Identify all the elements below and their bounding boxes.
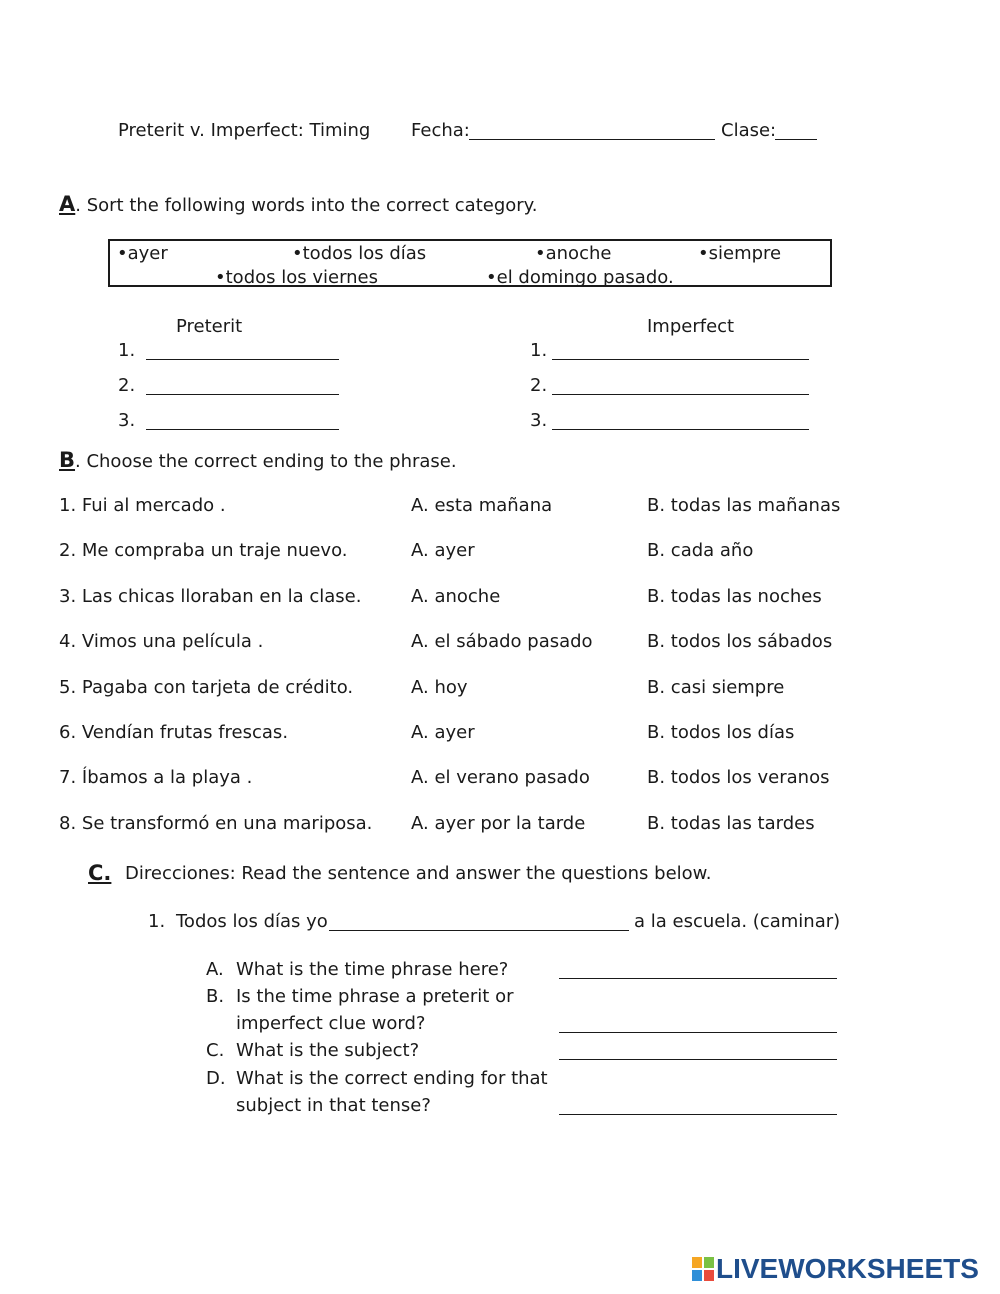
- word-bank-item: •todos los viernes: [215, 267, 379, 288]
- section-a-heading: [59, 194, 538, 215]
- phrase-text: 1. Fui al mercado .: [59, 495, 226, 516]
- section-b-heading: [59, 450, 457, 471]
- option-b[interactable]: B. todas las tardes: [647, 813, 815, 834]
- option-a[interactable]: A. ayer por la tarde: [411, 813, 586, 834]
- option-a[interactable]: A. el verano pasado: [411, 767, 590, 788]
- option-a[interactable]: A. esta mañana: [411, 495, 553, 516]
- section-a-letter: A: [59, 192, 76, 216]
- option-b[interactable]: B. todos los veranos: [647, 767, 830, 788]
- imperfect-heading: Imperfect: [647, 316, 735, 337]
- liveworksheets-logo-icon: [692, 1257, 714, 1281]
- option-b[interactable]: B. todas las mañanas: [647, 495, 841, 516]
- preterit-answer-line[interactable]: [146, 342, 339, 360]
- phrase-text: 7. Íbamos a la playa .: [59, 767, 253, 788]
- question-text: imperfect clue word?: [236, 1013, 426, 1034]
- question-letter: D.: [206, 1068, 226, 1089]
- option-b[interactable]: B. todas las noches: [647, 586, 822, 607]
- imperfect-answer-line[interactable]: [552, 377, 809, 395]
- option-b[interactable]: B. casi siempre: [647, 677, 785, 698]
- preterit-number: 3.: [118, 410, 136, 431]
- word-bank-item: •todos los días: [292, 243, 427, 264]
- option-a[interactable]: A. ayer: [411, 722, 475, 743]
- phrase-text: 2. Me compraba un traje nuevo.: [59, 540, 348, 561]
- preterit-number: 2.: [118, 375, 136, 396]
- question-text: Is the time phrase a preterit or: [236, 986, 514, 1007]
- phrase-text: 4. Vimos una película .: [59, 631, 264, 652]
- imperfect-answer-line[interactable]: [552, 412, 809, 430]
- clase-field[interactable]: [775, 122, 817, 140]
- word-bank-item: •anoche: [535, 243, 612, 264]
- question-text: What is the subject?: [236, 1040, 420, 1061]
- preterit-answer-line[interactable]: [146, 377, 339, 395]
- clase-label: Clase:: [721, 120, 777, 141]
- worksheet-title: Preterit v. Imperfect: Timing: [118, 120, 371, 141]
- word-bank-item: •siempre: [698, 243, 782, 264]
- phrase-text: 6. Vendían frutas frescas.: [59, 722, 289, 743]
- option-a[interactable]: A. el sábado pasado: [411, 631, 593, 652]
- section-c-instruction: Direcciones: Read the sentence and answer the questions below.: [125, 863, 712, 884]
- imperfect-number: 2.: [530, 375, 548, 396]
- answer-line-d[interactable]: [559, 1097, 837, 1115]
- sentence-end: a la escuela. (caminar): [634, 911, 841, 932]
- section-a-instruction: . Sort the following words into the correct category.: [75, 195, 538, 216]
- answer-line-a[interactable]: [559, 961, 837, 979]
- section-c-letter: C.: [88, 861, 112, 885]
- sentence-number: 1.: [148, 911, 166, 932]
- option-b[interactable]: B. todos los días: [647, 722, 795, 743]
- option-b[interactable]: B. cada año: [647, 540, 754, 561]
- sentence-blank[interactable]: [329, 913, 629, 931]
- section-b-instruction: . Choose the correct ending to the phrase.: [75, 451, 457, 472]
- question-letter: B.: [206, 986, 225, 1007]
- question-text: What is the time phrase here?: [236, 959, 509, 980]
- liveworksheets-logo-text: LIVEWORKSHEETS: [716, 1253, 979, 1284]
- question-text: subject in that tense?: [236, 1095, 431, 1116]
- question-letter: C.: [206, 1040, 225, 1061]
- fecha-field[interactable]: [469, 122, 715, 140]
- preterit-heading: Preterit: [176, 316, 243, 337]
- word-bank-item: •ayer: [117, 243, 168, 264]
- word-bank-item: •el domingo pasado.: [486, 267, 674, 288]
- phrase-text: 8. Se transformó en una mariposa.: [59, 813, 373, 834]
- option-b[interactable]: B. todos los sábados: [647, 631, 833, 652]
- option-a[interactable]: A. hoy: [411, 677, 468, 698]
- answer-line-c[interactable]: [559, 1042, 837, 1060]
- option-a[interactable]: A. ayer: [411, 540, 475, 561]
- sentence-start: Todos los días yo: [176, 911, 328, 932]
- option-a[interactable]: A. anoche: [411, 586, 501, 607]
- section-b-letter: B: [59, 448, 76, 472]
- imperfect-number: 3.: [530, 410, 548, 431]
- preterit-number: 1.: [118, 340, 136, 361]
- preterit-answer-line[interactable]: [146, 412, 339, 430]
- imperfect-answer-line[interactable]: [552, 342, 809, 360]
- question-text: What is the correct ending for that: [236, 1068, 548, 1089]
- fecha-label: Fecha:: [411, 120, 470, 141]
- phrase-text: 3. Las chicas lloraban en la clase.: [59, 586, 362, 607]
- answer-line-b[interactable]: [559, 1015, 837, 1033]
- imperfect-number: 1.: [530, 340, 548, 361]
- question-letter: A.: [206, 959, 224, 980]
- phrase-text: 5. Pagaba con tarjeta de crédito.: [59, 677, 354, 698]
